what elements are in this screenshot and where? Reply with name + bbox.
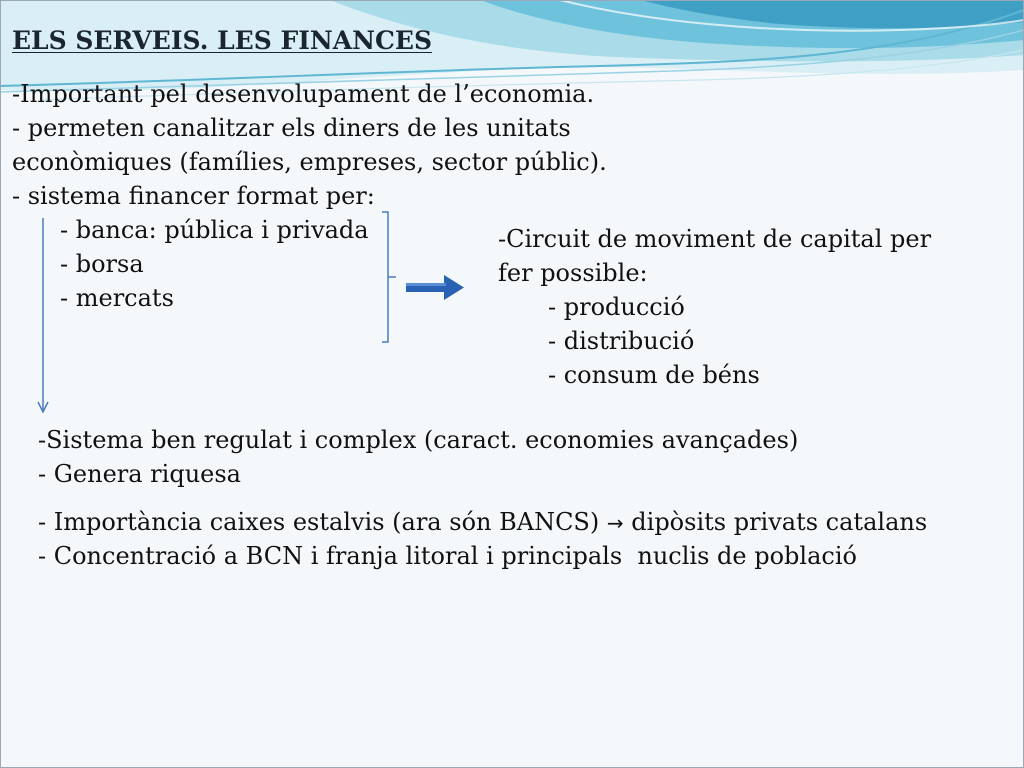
note-line-1 (38, 505, 927, 540)
inline-right-arrow-icon: → (606, 511, 624, 535)
system-item-borsa: - borsa (60, 250, 144, 278)
note-line-1-after: dipòsits privats catalans (631, 508, 928, 536)
intro-line-4: - sistema financer format per: (12, 182, 375, 210)
right-arrow-icon (406, 275, 464, 300)
right-bracket-icon (382, 212, 396, 342)
intro-line-2: - permeten canalitzar els diners de les unitats (12, 114, 571, 142)
circuit-item-consum: - consum de béns (548, 361, 760, 389)
circuit-item-produccio: - producció (548, 293, 685, 321)
conclusion-line-2: - Genera riquesa (38, 460, 241, 488)
note-line-1-before: - Importància caixes estalvis (ara són BANCS) (38, 508, 600, 536)
intro-line-3: econòmiques (famílies, empreses, sector públic). (12, 148, 607, 176)
slide-title: ELS SERVEIS. LES FINANCES (12, 26, 433, 55)
circuit-line-2: fer possible: (498, 259, 648, 287)
note-line-2: - Concentració a BCN i franja litoral i principals nuclis de població (38, 542, 857, 570)
down-arrow-icon (38, 218, 48, 412)
circuit-line-1: -Circuit de moviment de capital per (498, 225, 932, 253)
system-item-mercats: - mercats (60, 284, 174, 312)
conclusion-line-1: -Sistema ben regulat i complex (caract. economies avançades) (38, 426, 799, 454)
system-item-banca: - banca: pública i privada (60, 216, 369, 244)
circuit-item-distribucio: - distribució (548, 327, 695, 355)
intro-line-1: -Important pel desenvolupament de l’economia. (12, 80, 595, 108)
